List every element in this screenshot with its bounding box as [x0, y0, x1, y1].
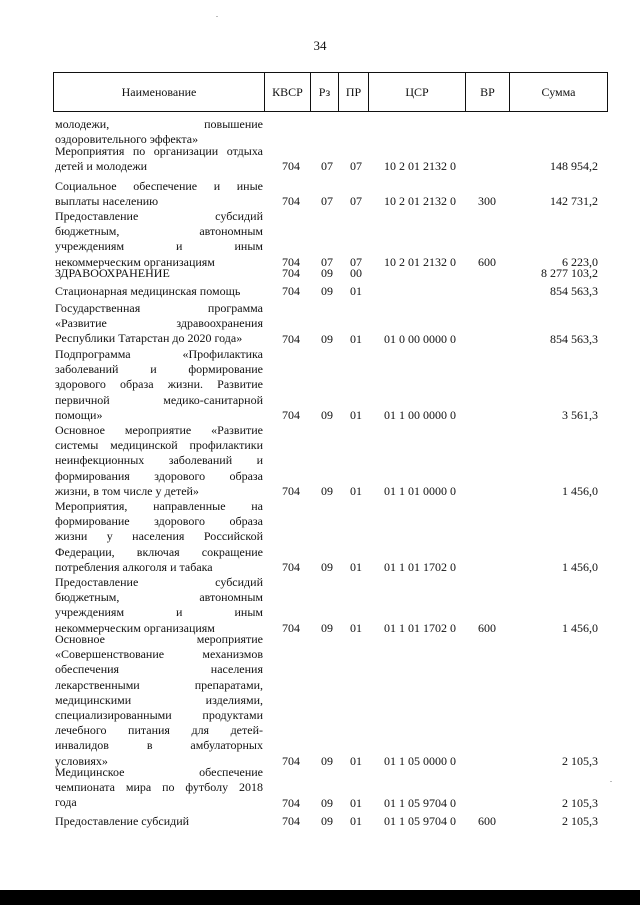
- header-sum: Сумма: [541, 85, 576, 99]
- row-name-line: Предоставление субсидий: [55, 209, 263, 223]
- row-name-line: обеспечения населения: [55, 662, 263, 677]
- table-row: [0, 423, 640, 499]
- row-vr: 600: [478, 254, 496, 269]
- row-csr: 10 2 01 2132 0: [384, 159, 456, 174]
- row-name-line: Государственная программа: [55, 301, 263, 315]
- row-name-line: Социальное обеспечение и иные: [55, 179, 263, 193]
- row-name: [55, 347, 263, 423]
- table-row: [0, 117, 640, 147]
- row-sum: 854 563,3: [550, 284, 598, 299]
- row-csr: 01 1 01 1702 0: [384, 620, 456, 635]
- row-name-line: лечебного питания для детей-: [55, 723, 263, 738]
- row-name-line: жизни у населения Российской: [55, 529, 263, 544]
- row-rz: 09: [321, 560, 333, 574]
- row-sum: 8 277 103,2: [541, 266, 598, 281]
- row-pr: 01: [350, 284, 362, 299]
- row-rz: 09: [321, 266, 333, 281]
- row-name: [55, 423, 263, 499]
- row-name: [55, 209, 263, 270]
- row-rz: 09: [321, 795, 333, 810]
- row-kvsr: 704: [282, 560, 300, 574]
- row-pr: 01: [350, 408, 362, 422]
- header-rz: Рз: [311, 73, 339, 111]
- row-name-line: года: [55, 795, 77, 810]
- row-name-line: здорового образа жизни. Развитие: [55, 377, 263, 392]
- table-row: [0, 266, 640, 281]
- row-vr: 600: [478, 814, 496, 829]
- row-csr: 01 0 00 0000 0: [384, 331, 456, 346]
- row-name-line: неинфекционных заболеваний и: [55, 453, 263, 468]
- row-name-line: инвалидов в амбулаторных: [55, 738, 263, 753]
- row-sum: 1 456,0: [562, 620, 598, 635]
- row-csr: 01 1 05 0000 0: [384, 753, 456, 768]
- row-name-line: молодежи, повышение: [55, 117, 263, 131]
- row-pr: 07: [350, 159, 362, 174]
- row-name: [55, 301, 263, 347]
- row-name-line: детей и молодежи: [55, 159, 148, 174]
- header-name: Наименование: [54, 73, 265, 111]
- row-csr: 10 2 01 2132 0: [384, 254, 456, 269]
- row-name-line: потребления алкоголя и табака: [55, 559, 213, 574]
- row-kvsr: 704: [282, 753, 300, 768]
- row-name-line: заболеваний и формирование: [55, 362, 263, 377]
- row-kvsr: 704: [282, 408, 300, 422]
- table-row: [0, 575, 640, 636]
- row-name: [55, 575, 263, 636]
- table-row: [0, 347, 640, 423]
- row-sum: 854 563,3: [550, 331, 598, 346]
- row-sum: 2 105,3: [562, 795, 598, 810]
- row-name: [55, 117, 263, 147]
- row-name: [55, 179, 263, 209]
- row-name-line: «Развитие здравоохранения: [55, 316, 263, 331]
- row-kvsr: 704: [282, 159, 300, 174]
- row-rz: 09: [321, 284, 333, 299]
- row-name-line: некоммерческим организациям: [55, 620, 215, 635]
- row-name: [55, 814, 263, 829]
- row-name-line: оздоровительного эффекта»: [55, 132, 199, 147]
- row-name-line: Стационарная медицинская помощь: [55, 284, 241, 298]
- row-kvsr: 704: [282, 331, 300, 346]
- scan-speck: [610, 781, 612, 782]
- row-csr: 01 1 00 0000 0: [384, 408, 456, 422]
- row-kvsr: 704: [282, 284, 300, 299]
- row-name-line: Основное мероприятие: [55, 632, 263, 646]
- row-name-line: Медицинское обеспечение: [55, 765, 263, 779]
- row-rz: 07: [321, 159, 333, 174]
- row-name-line: первичной медико-санитарной: [55, 392, 263, 407]
- row-name-line: выплаты населению: [55, 194, 159, 209]
- header-pr: ПР: [339, 73, 369, 111]
- row-name-line: Подпрограмма «Профилактика: [55, 347, 263, 361]
- row-sum: 148 954,2: [550, 159, 598, 174]
- row-rz: 09: [321, 814, 333, 829]
- row-name-line: «Совершенствование механизмов: [55, 647, 263, 662]
- row-sum: 142 731,2: [550, 194, 598, 209]
- row-name-line: некоммерческим организациям: [55, 254, 215, 269]
- row-name: [55, 266, 263, 281]
- row-pr: 01: [350, 331, 362, 346]
- row-name-line: лекарственными препаратами,: [55, 677, 263, 692]
- row-csr: 01 1 05 9704 0: [384, 795, 456, 810]
- row-pr: 01: [350, 753, 362, 768]
- row-name-line: жизни, в том числе у детей»: [55, 483, 199, 498]
- row-name-line: Основное мероприятие «Развитие: [55, 423, 263, 437]
- row-name-line: Предоставление субсидий: [55, 575, 263, 589]
- row-name: [55, 499, 263, 575]
- row-name-line: Предоставление субсидий: [55, 814, 190, 828]
- row-name-line: бюджетным, автономным: [55, 590, 263, 605]
- table-row: [0, 284, 640, 299]
- row-rz: 09: [321, 753, 333, 768]
- row-sum: 2 105,3: [562, 753, 598, 768]
- row-name-line: Федерации, включая сокращение: [55, 544, 263, 559]
- table-row: [0, 765, 640, 811]
- row-name-line: системы медицинской профилактики: [55, 438, 263, 453]
- row-sum: 1 456,0: [562, 560, 598, 574]
- row-name-line: Мероприятия по организации отдыха: [55, 144, 263, 158]
- row-rz: 09: [321, 408, 333, 422]
- row-csr: 01 1 01 1702 0: [384, 560, 456, 574]
- row-sum: 6 223,0: [562, 254, 598, 269]
- row-pr: 01: [350, 560, 362, 574]
- scan-speck: [216, 16, 218, 17]
- row-kvsr: 704: [282, 484, 300, 498]
- page-number: 34: [313, 38, 327, 53]
- row-name: [55, 284, 263, 299]
- scan-bottom-edge: [0, 890, 640, 905]
- row-pr: 07: [350, 194, 362, 209]
- row-sum: 1 456,0: [562, 484, 598, 498]
- row-name-line: чемпионата мира по футболу 2018: [55, 780, 263, 795]
- row-name: [55, 144, 263, 174]
- header-kvsr: КВСР: [265, 73, 311, 111]
- row-rz: 07: [321, 194, 333, 209]
- row-kvsr: 704: [282, 814, 300, 829]
- row-pr: 01: [350, 620, 362, 635]
- row-sum: 3 561,3: [562, 408, 598, 422]
- row-csr: 01 1 05 9704 0: [384, 814, 456, 829]
- row-name-line: специализированными продуктами: [55, 707, 263, 722]
- row-name-line: учреждениям и иным: [55, 239, 263, 254]
- header-csr: ЦСР: [369, 73, 466, 111]
- row-kvsr: 704: [282, 266, 300, 281]
- row-rz: 09: [321, 620, 333, 635]
- row-name-line: медицинскими изделиями,: [55, 692, 263, 707]
- row-rz: 09: [321, 331, 333, 346]
- row-kvsr: 704: [282, 620, 300, 635]
- row-rz: 07: [321, 254, 333, 269]
- row-vr: 300: [478, 194, 496, 209]
- table-row: [0, 209, 640, 270]
- row-csr: 10 2 01 2132 0: [384, 194, 456, 209]
- row-pr: 01: [350, 814, 362, 829]
- row-name: [55, 632, 263, 769]
- row-kvsr: 704: [282, 194, 300, 209]
- row-name: [55, 765, 263, 811]
- table-row: [0, 814, 640, 829]
- row-name-line: условиях»: [55, 753, 108, 768]
- row-name-line: помощи»: [55, 407, 103, 422]
- header-vr: ВР: [466, 73, 510, 111]
- row-rz: 09: [321, 484, 333, 498]
- row-pr: 01: [350, 795, 362, 810]
- row-pr: 01: [350, 484, 362, 498]
- row-name-line: формирование здорового образа: [55, 514, 263, 529]
- row-name-line: Мероприятия, направленные на: [55, 499, 263, 513]
- row-pr: 00: [350, 266, 362, 281]
- table-row: [0, 144, 640, 174]
- row-sum: 2 105,3: [562, 814, 598, 829]
- row-vr: 600: [478, 620, 496, 635]
- table-row: [0, 301, 640, 347]
- row-name-line: формирования здорового образа: [55, 468, 263, 483]
- row-kvsr: 704: [282, 795, 300, 810]
- table-row: [0, 499, 640, 575]
- row-name-line: бюджетным, автономным: [55, 224, 263, 239]
- row-name-line: учреждениям и иным: [55, 605, 263, 620]
- table-row: [0, 632, 640, 769]
- table-row: [0, 179, 640, 209]
- row-kvsr: 704: [282, 254, 300, 269]
- row-pr: 07: [350, 254, 362, 269]
- row-name-line: ЗДРАВООХРАНЕНИЕ: [55, 266, 170, 280]
- row-name-line: Республики Татарстан до 2020 года»: [55, 331, 243, 346]
- row-csr: 01 1 01 0000 0: [384, 484, 456, 498]
